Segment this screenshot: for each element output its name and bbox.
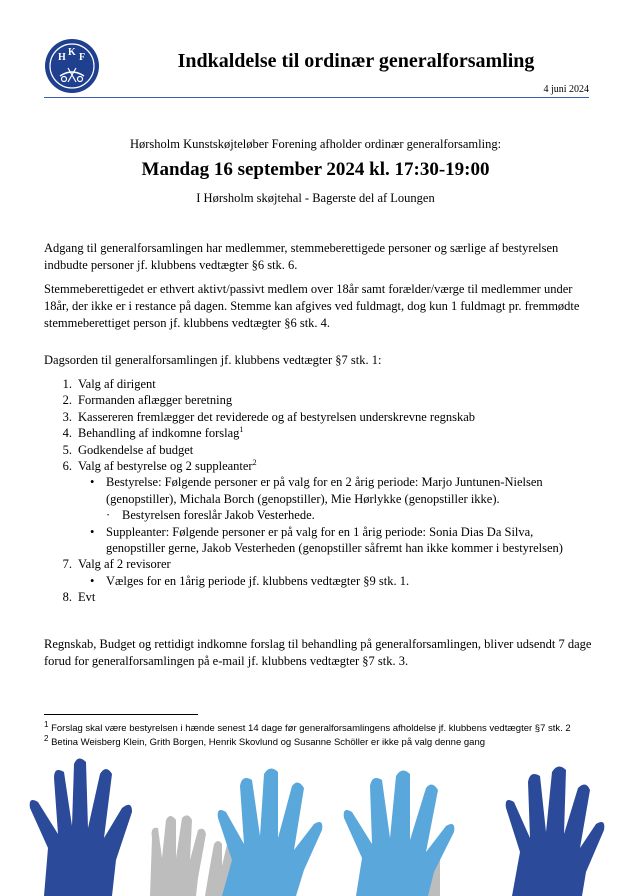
sub-bullet-text: Bestyrelsen foreslår Jakob Vesterhede. (122, 508, 315, 523)
agenda-text: Valg af dirigent (78, 377, 156, 391)
footnote-text: Forslag skal være bestyrelsen i hænde senest 14 dage før generalforsamlingens afholdelse jf. klubbens vedtægter §7 stk. 2 (48, 723, 571, 734)
agenda-text: Behandling af indkomne forslag (78, 426, 240, 441)
document-title: Indkaldelse til ordinær generalforsamling (177, 50, 535, 72)
agenda-text: Valg af bestyrelse og 2 suppleanter (78, 459, 253, 474)
logo-letter-k: K (68, 47, 76, 58)
agenda-bullet (44, 573, 592, 589)
voting-paragraph: Stemmeberettigedet er ethvert aktivt/passivt medlem over 18år samt forælder/værge til medlemmer under 18år, der ikke er i restance på dagen. Stemme kan afgives ved fuldmagt, dog kun 1 fuldmagt pr. fremmødte stemmeberettiget person jf. klubbens vedtægter §6 stk. 4. (44, 282, 580, 330)
agenda-item (44, 458, 592, 474)
agenda-text: Godkendelse af budget (78, 442, 194, 457)
agenda-item (44, 376, 592, 392)
meeting-location: I Hørsholm skøjtehal - Bagerste del af Loungen (196, 191, 435, 205)
agenda-item (44, 409, 592, 425)
agenda-number: 2. (62, 393, 72, 408)
bullet-text: genopstiller gerne, Jakob Vesterheden (genopstiller såfremt han ikke kommer i bestyrelsen) (106, 541, 563, 556)
agenda-bullet (44, 524, 592, 540)
club-logo (44, 38, 100, 94)
footnote-2 (44, 733, 486, 748)
bullet-glyph: • (90, 524, 95, 539)
bullet-text: Vælges for en 1årig periode jf. klubbens vedtægter §9 stk. 1. (106, 573, 410, 588)
bullet-text: (genopstiller), Michala Borch (genopstiller), Mie Hørlykke (genopstiller ikke). (106, 491, 500, 506)
agenda-number: 8. (62, 590, 72, 605)
agenda-bullet-cont (44, 491, 592, 507)
bullet-text: Bestyrelse: Følgende personer er på valg for en 2 årig periode: Marjo Juntunen-Nielsen (106, 475, 543, 490)
documents-paragraph: Regnskab, Budget og rettidigt indkomne forslag til behandling på generalforsamlingen, bliver udsendt 7 dage forud for generalforsamlingen på e-mail jf. klubbens vedtægter §7 stk. 3. (44, 637, 592, 668)
agenda-number: 6. (62, 459, 72, 474)
agenda-number: 5. (62, 442, 72, 457)
footnote-ref: 1 (239, 425, 244, 435)
meeting-datetime: Mandag 16 september 2024 kl. 17:30-19:00 (141, 159, 490, 180)
agenda-number: 3. (62, 409, 72, 424)
sub-bullet-glyph: · (106, 508, 111, 523)
agenda-intro: Dagsorden til generalforsamlingen jf. klubbens vedtægter §7 stk. 1: (44, 353, 382, 367)
agenda-bullet-cont (44, 540, 592, 556)
agenda-bullet (44, 474, 592, 490)
agenda-item (44, 442, 592, 458)
logo-letter-f: F (79, 52, 86, 63)
intro-text: Hørsholm Kunstskøjteløber Forening afholder ordinær generalforsamling: (129, 137, 502, 151)
agenda-text: Valg af 2 revisorer (78, 557, 171, 572)
agenda-number: 7. (62, 557, 72, 572)
agenda-item (44, 392, 592, 408)
footnote-rule (44, 714, 198, 715)
agenda-item (44, 556, 592, 572)
document-date: 4 juni 2024 (543, 84, 589, 95)
agenda-text: Formanden aflægger beretning (78, 393, 233, 408)
footnote-ref: 2 (252, 457, 257, 467)
logo-letter-h: H (58, 52, 66, 63)
agenda-item (44, 425, 592, 441)
agenda-list (44, 376, 592, 606)
bullet-glyph: • (90, 475, 95, 490)
raised-hands-illustration (0, 748, 631, 896)
footnote-mark: 1 (44, 719, 49, 729)
agenda-number: 4. (62, 426, 72, 441)
bullet-glyph: • (90, 573, 95, 588)
header-rule (44, 97, 589, 98)
footnote-1 (44, 719, 571, 734)
bullet-text: Suppleanter: Følgende personer er på valg for en 1 årig periode: Sonia Dias Da Silva, (106, 524, 534, 539)
agenda-text: Evt (78, 590, 96, 605)
agenda-number: 1. (62, 377, 72, 391)
agenda-item (44, 589, 592, 605)
footnote-mark: 2 (44, 733, 49, 743)
agenda-text: Kassereren fremlægger det reviderede og af bestyrelsen underskrevne regnskab (78, 409, 476, 424)
footnote-text: Betina Weisberg Klein, Grith Borgen, Henrik Skovlund og Susanne Schöller er ikke på valg denne gang (48, 737, 486, 748)
agenda-subbullet (44, 507, 592, 523)
access-paragraph: Adgang til generalforsamlingen har medlemmer, stemmeberettigede personer og særlige af bestyrelsen indbudte personer jf. klubbens vedtægter §6 stk. 6. (44, 241, 559, 272)
